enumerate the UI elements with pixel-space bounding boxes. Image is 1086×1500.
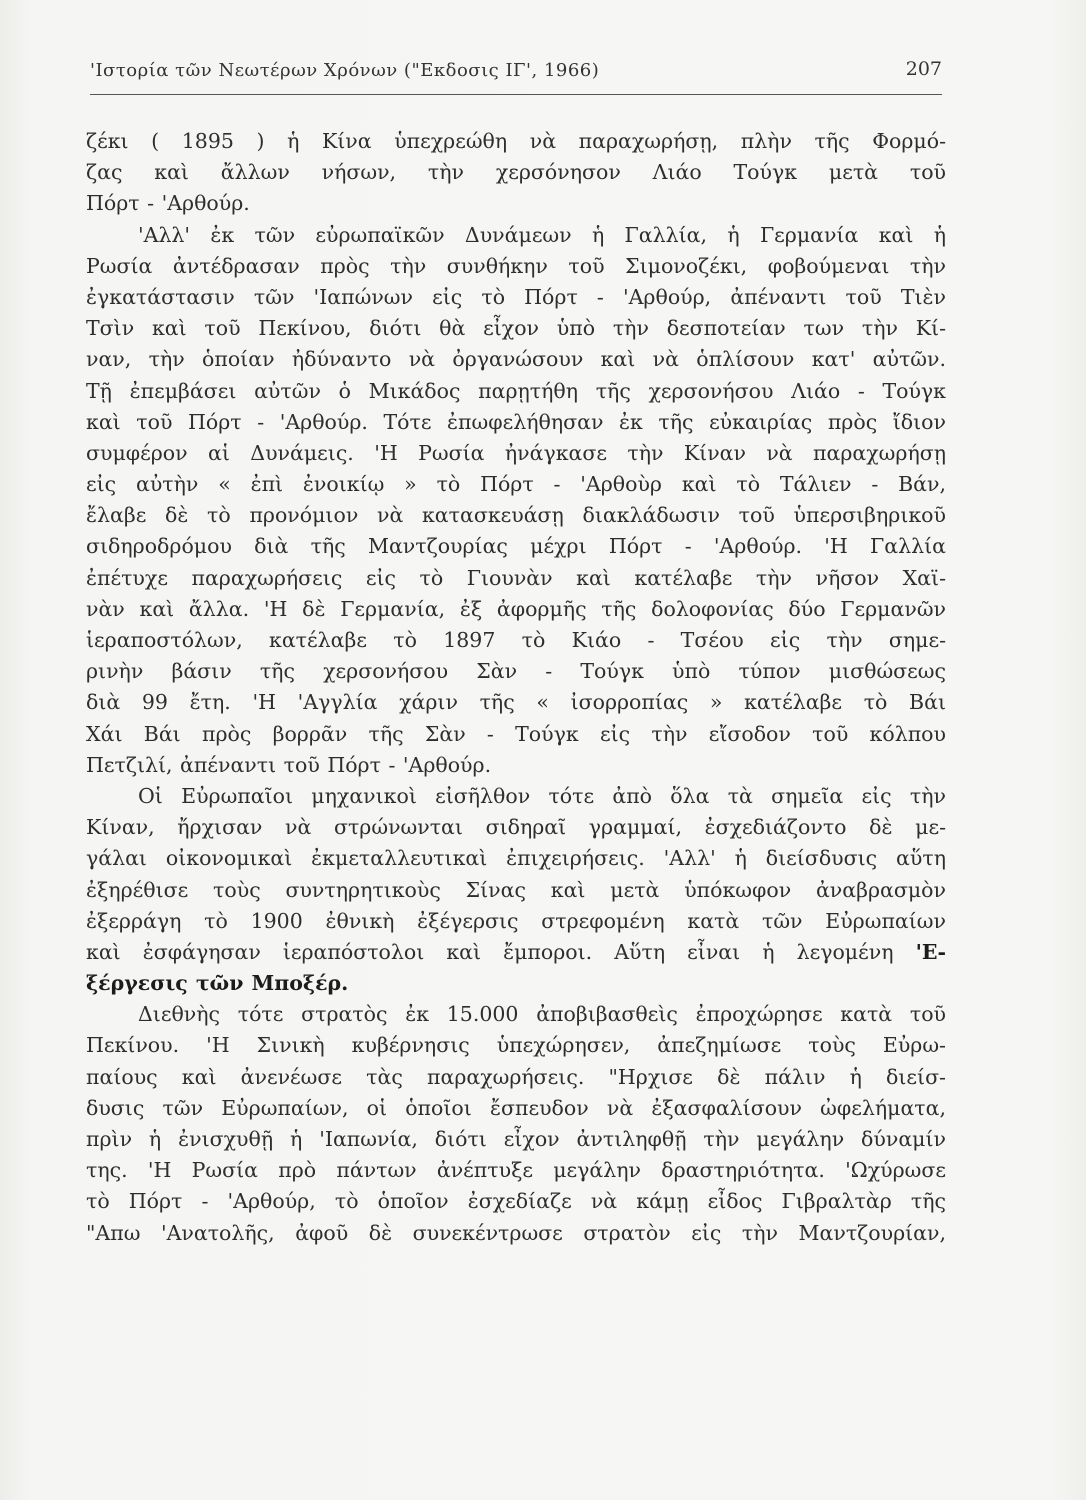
- text-line: ἐπέτυχε παραχωρήσεις εἰς τὸ Γιουνὰν καὶ κατέλαβε τὴν νῆσον Χαϊ-: [86, 565, 946, 590]
- text-line-with-bold-tail: [86, 937, 946, 968]
- text-line: Πεκίνου. 'Η Σινικὴ κυβέρνησις ὑπεχώρησεν, ἀπεζημίωσε τοὺς Εὐρω-: [86, 1033, 946, 1058]
- text-line: Ρωσία ἀντέδρασαν πρὸς τὴν συνθήκην τοῦ Σιμονοζέκι, φοβούμεναι τὴν: [86, 253, 946, 278]
- text-line: διὰ 99 ἔτη. 'Η 'Αγγλία χάριν τῆς « ἰσορροπίας » κατέλαβε τὸ Βάι: [86, 690, 946, 715]
- running-header: [90, 60, 942, 95]
- text-line: σιδηροδρόμου διὰ τῆς Μαντζουρίας μέχρι Πόρτ - 'Αρθούρ. 'Η Γαλλία: [86, 534, 946, 559]
- text-line: ζας καὶ ἄλλων νήσων, τὴν χερσόνησον Λιάο Τούγκ μετὰ τοῦ: [86, 160, 946, 185]
- text-line: 'Αλλ' ἐκ τῶν εὐρωπαϊκῶν Δυνάμεων ἡ Γαλλία, ἡ Γερμανία καὶ ἡ: [138, 222, 946, 247]
- text-line: δυσις τῶν Εὐρωπαίων, οἱ ὁποῖοι ἔσπευδον νὰ ἐξασφαλίσουν ὠφελήματα,: [86, 1095, 946, 1120]
- text-line: Τῇ ἐπεμβάσει αὐτῶν ὁ Μικάδος παρῃτήθη τῆς χερσονήσου Λιάο - Τούγκ: [86, 378, 946, 403]
- text-line: ἱεραποστόλων, κατέλαβε τὸ 1897 τὸ Κιάο - Τσέου εἰς τὴν σημε-: [86, 628, 946, 652]
- text-line: Πετζιλί, ἀπέναντι τοῦ Πόρτ - 'Αρθούρ.: [86, 752, 492, 777]
- text-line: ἐξερράγη τὸ 1900 ἐθνικὴ ἐξέγερσις στρεφομένη κατὰ τῶν Εὐρωπαίων: [86, 908, 946, 933]
- bold-term-line: ξέργεσις τῶν Μποξέρ.: [86, 971, 349, 996]
- text-line: Οἱ Εὐρωπαῖοι μηχανικοὶ εἰσῆλθον τότε ἀπὸ ὅλα τὰ σημεῖα εἰς τὴν: [138, 783, 946, 808]
- running-title: 'Ιστορία τῶν Νεωτέρων Χρόνων ("Εκδοσις ΙΓ', 1966): [90, 60, 600, 81]
- text-line: ἐγκατάστασιν τῶν 'Ιαπώνων εἰς τὸ Πόρτ - 'Αρθούρ, ἀπέναντι τοῦ Τιὲν: [86, 284, 946, 309]
- text-line: πρὶν ἡ ἐνισχυθῇ ἡ 'Ιαπωνία, διότι εἶχον ἀντιληφθῇ τὴν μεγάλην δύναμίν: [86, 1127, 946, 1151]
- text-line: εἰς αὐτὴν « ἐπὶ ἐνοικίῳ » τὸ Πόρτ - 'Αρθοὺρ καὶ τὸ Τάλιεν - Βάν,: [86, 472, 946, 497]
- text-line: ναν, τὴν ὁποίαν ἠδύναντο νὰ ὀργανώσουν καὶ νὰ ὁπλίσουν κατ' αὐτῶν.: [86, 347, 946, 372]
- text-line: Κίναν, ἤρχισαν νὰ στρώνωνται σιδηραῖ γραμμαί, ἐσχεδιάζοντο δὲ με-: [86, 815, 946, 840]
- text-line: καὶ τοῦ Πόρτ - 'Αρθούρ. Τότε ἐπωφελήθησαν ἐκ τῆς εὐκαιρίας πρὸς ἴδιον: [86, 409, 946, 434]
- text-line: ρινὴν βάσιν τῆς χερσονήσου Σὰν - Τούγκ ὑπὸ τύπον μισθώσεως: [86, 659, 946, 684]
- text-line: "Απω 'Ανατολῆς, ἀφοῦ δὲ συνεκέντρωσε στρατὸν εἰς τὴν Μαντζουρίαν,: [86, 1220, 946, 1245]
- text-line: Διεθνὴς τότε στρατὸς ἐκ 15.000 ἀποβιβασθεὶς ἐπροχώρησε κατὰ τοῦ: [138, 1002, 946, 1027]
- text-line: της. 'Η Ρωσία πρὸ πάντων ἀνέπτυξε μεγάλην δραστηριότητα. 'Ωχύρωσε: [86, 1158, 946, 1183]
- text-line: συμφέρον αἱ Δυνάμεις. 'Η Ρωσία ἠνάγκασε τὴν Κίναν νὰ παραχωρήσῃ: [86, 440, 946, 465]
- text-line: τὸ Πόρτ - 'Αρθούρ, τὸ ὁποῖον ἐσχεδίαζε νὰ κάμῃ εἶδος Γιβραλτὰρ τῆς: [86, 1189, 946, 1214]
- text-line: ἔλαβε δὲ τὸ προνόμιον νὰ κατασκευάσῃ διακλάδωσιν τοῦ ὑπερσιβηρικοῦ: [86, 503, 946, 528]
- body-text: [86, 126, 946, 1249]
- text-line: νὰν καὶ ἄλλα. 'Η δὲ Γερμανία, ἐξ ἀφορμῆς τῆς δολοφονίας δύο Γερμανῶν: [86, 596, 946, 621]
- page-number: 207: [905, 58, 942, 80]
- text-line: ἐξηρέθισε τοὺς συντηρητικοὺς Σίνας καὶ μετὰ ὑπόκωφον ἀναβρασμὸν: [86, 877, 946, 902]
- text-line: παίους καὶ ἀνενέωσε τὰς παραχωρήσεις. "Ηρχισε δὲ πάλιν ἡ διείσ-: [86, 1064, 946, 1089]
- text-line: Τσὶν καὶ τοῦ Πεκίνου, διότι θὰ εἶχον ὑπὸ τὴν δεσποτείαν των τὴν Κί-: [86, 316, 946, 341]
- text-line: γάλαι οἰκονομικαὶ ἐκμεταλλευτικαὶ ἐπιχειρήσεις. 'Αλλ' ἡ διείσδυσις αὕτη: [86, 846, 946, 871]
- bold-term-start: 'Ε-: [915, 939, 946, 964]
- text-line: Χάι Βάι πρὸς βορρᾶν τῆς Σὰν - Τούγκ εἰς τὴν εἴσοδον τοῦ κόλπου: [86, 721, 946, 746]
- text-line: Πόρτ - 'Αρθούρ.: [86, 191, 250, 216]
- text-line: ζέκι ( 1895 ) ἡ Κίνα ὑπεχρεώθη νὰ παραχωρήσῃ, πλὴν τῆς Φορμό-: [86, 129, 946, 153]
- text-span: καὶ ἐσφάγησαν ἱεραπόστολοι καὶ ἔμποροι. Αὕτη εἶναι ἡ λεγομένη: [86, 939, 894, 964]
